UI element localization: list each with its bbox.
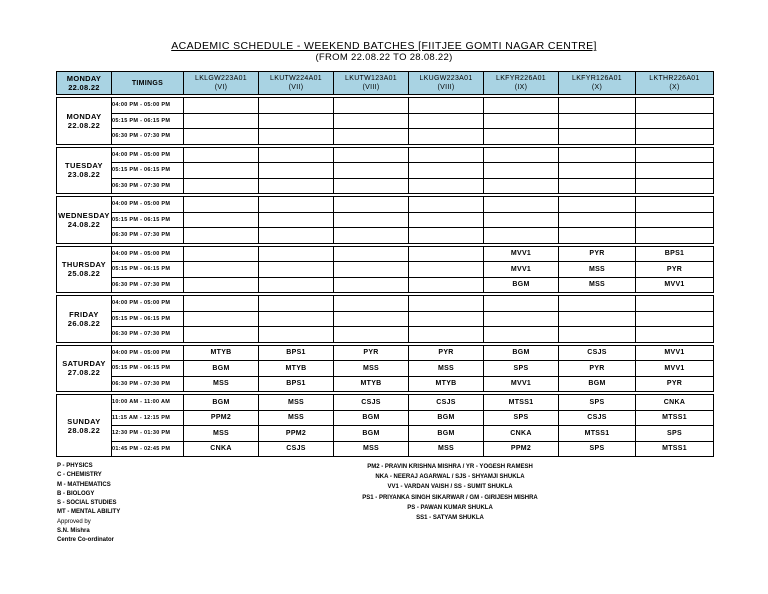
class-cell [559, 178, 636, 194]
class-cell: BGM [184, 361, 259, 377]
class-cell [559, 228, 636, 244]
class-cell: CSJS [409, 395, 484, 411]
class-cell [636, 147, 714, 163]
schedule-row [57, 228, 714, 244]
class-cell [559, 327, 636, 343]
class-cell [184, 327, 259, 343]
class-cell: CNKA [484, 426, 559, 442]
class-cell [259, 147, 334, 163]
class-cell [184, 262, 259, 278]
day-name: TUESDAY [65, 161, 103, 171]
batch-class: (VIII) [362, 84, 380, 91]
timing-cell: 05:15 PM - 06:15 PM [112, 361, 184, 377]
class-cell [559, 296, 636, 312]
class-cell [184, 129, 259, 145]
class-cell: BGM [334, 426, 409, 442]
class-cell [259, 163, 334, 179]
class-cell: MTSS1 [484, 395, 559, 411]
class-cell [409, 178, 484, 194]
class-cell [559, 311, 636, 327]
class-cell [334, 246, 409, 262]
class-cell [409, 197, 484, 213]
class-cell [409, 327, 484, 343]
legend-item: M - MATHEMATICS [57, 481, 111, 488]
batch-class: (VIII) [437, 84, 455, 91]
day-date: 22.08.22 [67, 120, 101, 130]
timing-cell: 05:15 PM - 06:15 PM [112, 262, 184, 278]
class-cell: MSS [334, 441, 409, 457]
header-day-cell [57, 72, 112, 95]
batch-code: LKUTW123A01 [345, 75, 397, 82]
class-cell [409, 129, 484, 145]
class-cell: SPS [559, 441, 636, 457]
class-cell: SPS [636, 426, 714, 442]
class-cell: MSS [259, 410, 334, 426]
batch-header [636, 72, 714, 95]
header-row [57, 72, 714, 95]
class-cell: MVV1 [636, 361, 714, 377]
batch-class: (X) [669, 84, 680, 91]
page-subtitle: (FROM 22.08.22 TO 28.08.22) [315, 52, 453, 63]
timing-cell: 05:15 PM - 06:15 PM [112, 311, 184, 327]
schedule-row [57, 376, 714, 392]
class-cell: BGM [409, 410, 484, 426]
class-cell: PPM2 [484, 441, 559, 457]
class-cell [334, 228, 409, 244]
class-cell [259, 311, 334, 327]
faculty-legend [300, 462, 600, 523]
class-cell: BGM [409, 426, 484, 442]
batch-header [334, 72, 409, 95]
day-cell [57, 98, 112, 145]
schedule-row [57, 178, 714, 194]
class-cell [559, 113, 636, 129]
class-cell: SPS [484, 361, 559, 377]
batch-header [259, 72, 334, 95]
timing-cell: 04:00 PM - 05:00 PM [112, 296, 184, 312]
timing-cell: 04:00 PM - 05:00 PM [112, 197, 184, 213]
class-cell: MSS [259, 395, 334, 411]
signatory-name: S.N. Mishra [57, 528, 90, 535]
day-cell [57, 395, 112, 457]
class-cell: MSS [409, 361, 484, 377]
class-cell [484, 296, 559, 312]
class-cell: BGM [484, 345, 559, 361]
signatory-role: Centre Co-ordinator [57, 537, 114, 544]
class-cell [184, 246, 259, 262]
class-cell [559, 197, 636, 213]
class-cell [409, 212, 484, 228]
class-cell: PYR [636, 376, 714, 392]
faculty-item: PS1 - PRIYANKA SINGH SIKARWAR / GM - GIRIJESH MISHRA [362, 494, 538, 501]
class-cell [409, 163, 484, 179]
day-name: SATURDAY [62, 359, 106, 369]
class-cell: BPS1 [259, 345, 334, 361]
class-cell: MTYB [259, 361, 334, 377]
page-title: ACADEMIC SCHEDULE - WEEKEND BATCHES [FIITJEE GOMTI NAGAR CENTRE] [171, 40, 597, 52]
class-cell [334, 113, 409, 129]
class-cell: CSJS [559, 410, 636, 426]
timing-cell: 05:15 PM - 06:15 PM [112, 163, 184, 179]
faculty-item: PS - PAWAN KUMAR SHUKLA [407, 504, 493, 511]
class-cell [636, 327, 714, 343]
class-cell [409, 98, 484, 114]
class-cell [184, 163, 259, 179]
timing-cell: 06:30 PM - 07:30 PM [112, 228, 184, 244]
schedule-row [57, 197, 714, 213]
schedule-row [57, 262, 714, 278]
class-cell [636, 113, 714, 129]
schedule-row [57, 441, 714, 457]
class-cell [484, 311, 559, 327]
class-cell [484, 327, 559, 343]
class-cell [184, 147, 259, 163]
class-cell: MSS [334, 361, 409, 377]
class-cell: PPM2 [184, 410, 259, 426]
class-cell [636, 98, 714, 114]
class-cell [334, 178, 409, 194]
class-cell [636, 311, 714, 327]
class-cell [409, 277, 484, 293]
batch-header [484, 72, 559, 95]
batch-header [559, 72, 636, 95]
day-date: 27.08.22 [67, 368, 101, 378]
class-cell [334, 311, 409, 327]
class-cell: MSS [184, 426, 259, 442]
day-date: 24.08.22 [67, 219, 101, 229]
batch-header [409, 72, 484, 95]
schedule-row [57, 277, 714, 293]
class-cell [334, 147, 409, 163]
schedule-row [57, 426, 714, 442]
class-cell: CSJS [334, 395, 409, 411]
timing-cell: 05:15 PM - 06:15 PM [112, 212, 184, 228]
class-cell: MTYB [334, 376, 409, 392]
class-cell [334, 129, 409, 145]
day-date: 25.08.22 [67, 269, 101, 279]
class-cell [559, 129, 636, 145]
schedule-row [57, 246, 714, 262]
timing-cell: 05:15 PM - 06:15 PM [112, 113, 184, 129]
class-cell [184, 113, 259, 129]
class-cell: CNKA [184, 441, 259, 457]
class-cell [259, 113, 334, 129]
faculty-item: SS1 - SATYAM SHUKLA [416, 515, 484, 522]
day-cell [57, 345, 112, 392]
class-cell: MSS [559, 277, 636, 293]
class-cell: MTYB [184, 345, 259, 361]
class-cell [559, 163, 636, 179]
timing-cell: 04:00 PM - 05:00 PM [112, 246, 184, 262]
class-cell [334, 197, 409, 213]
class-cell [184, 178, 259, 194]
faculty-item: VV1 - VARDAN VAISH / SS - SUMIT SHUKLA [387, 484, 513, 491]
class-cell [259, 178, 334, 194]
class-cell: MVV1 [484, 376, 559, 392]
legend-item: C - CHEMISTRY [57, 472, 102, 479]
timing-cell: 12:30 PM - 01:30 PM [112, 426, 184, 442]
timing-cell: 06:30 PM - 07:30 PM [112, 129, 184, 145]
class-cell: PPM2 [259, 426, 334, 442]
class-cell [409, 113, 484, 129]
timing-cell: 04:00 PM - 05:00 PM [112, 147, 184, 163]
subject-legend [57, 462, 120, 546]
class-cell [636, 228, 714, 244]
batch-code: LKFYR126A01 [572, 75, 622, 82]
day-cell [57, 296, 112, 343]
class-cell: SPS [484, 410, 559, 426]
class-cell: CSJS [559, 345, 636, 361]
day-date: 26.08.22 [67, 318, 101, 328]
schedule-row [57, 113, 714, 129]
class-cell [334, 212, 409, 228]
class-cell [334, 327, 409, 343]
header-day-name: MONDAY [66, 74, 102, 83]
batch-code: LKTHR226A01 [649, 75, 700, 82]
schedule-row [57, 395, 714, 411]
schedule-row [57, 129, 714, 145]
day-name: FRIDAY [69, 309, 99, 319]
class-cell [184, 311, 259, 327]
class-cell: CSJS [259, 441, 334, 457]
class-cell [636, 178, 714, 194]
class-cell [259, 296, 334, 312]
legend-item: B - BIOLOGY [57, 490, 95, 497]
timing-cell: 06:30 PM - 07:30 PM [112, 277, 184, 293]
class-cell: PYR [559, 246, 636, 262]
class-cell [259, 327, 334, 343]
class-cell [184, 228, 259, 244]
class-cell: MTSS1 [636, 441, 714, 457]
class-cell: BGM [484, 277, 559, 293]
day-cell [57, 147, 112, 194]
class-cell [184, 277, 259, 293]
class-cell: BGM [334, 410, 409, 426]
class-cell: MTSS1 [559, 426, 636, 442]
schedule-row [57, 345, 714, 361]
class-cell [259, 246, 334, 262]
class-cell: PYR [409, 345, 484, 361]
day-name: MONDAY [66, 111, 102, 121]
class-cell [559, 212, 636, 228]
class-cell [636, 163, 714, 179]
day-name: THURSDAY [61, 260, 107, 270]
faculty-item: NKA - NEERAJ AGARWAL / SJS - SHYAMJI SHUKLA [375, 474, 525, 481]
batch-class: (X) [591, 84, 603, 91]
class-cell: PYR [636, 262, 714, 278]
batch-code: LKUGW223A01 [419, 75, 473, 82]
approved-by-label: Approved by [57, 518, 91, 525]
class-cell [259, 228, 334, 244]
timing-cell: 06:30 PM - 07:30 PM [112, 327, 184, 343]
class-cell [259, 98, 334, 114]
day-cell [57, 197, 112, 244]
class-cell: SPS [559, 395, 636, 411]
day-name: SUNDAY [67, 416, 101, 426]
batch-header [184, 72, 259, 95]
class-cell [259, 262, 334, 278]
class-cell [559, 98, 636, 114]
schedule-row [57, 311, 714, 327]
class-cell: MVV1 [636, 277, 714, 293]
class-cell: CNKA [636, 395, 714, 411]
class-cell: PYR [559, 361, 636, 377]
schedule-row [57, 361, 714, 377]
class-cell [184, 197, 259, 213]
schedule-body [57, 95, 714, 457]
faculty-item: PM2 - PRAVIN KRISHNA MISHRA / YR - YOGESH RAMESH [367, 464, 533, 470]
class-cell [409, 311, 484, 327]
class-cell [484, 197, 559, 213]
class-cell [484, 98, 559, 114]
class-cell: MVV1 [484, 262, 559, 278]
class-cell: MVV1 [636, 345, 714, 361]
class-cell: BPS1 [636, 246, 714, 262]
class-cell [259, 197, 334, 213]
class-cell [409, 147, 484, 163]
legend-item: MT - MENTAL ABILITY [57, 509, 121, 516]
class-cell: MSS [559, 262, 636, 278]
class-cell [259, 277, 334, 293]
batch-class: (VII) [288, 84, 304, 91]
class-cell [559, 147, 636, 163]
class-cell [409, 262, 484, 278]
schedule-row [57, 327, 714, 343]
batch-code: LKLGW223A01 [195, 75, 247, 82]
class-cell [259, 212, 334, 228]
class-cell: BGM [559, 376, 636, 392]
header-timings: TIMINGS [112, 72, 184, 95]
legend-item: P - PHYSICS [57, 463, 93, 469]
class-cell: BPS1 [259, 376, 334, 392]
class-cell [409, 296, 484, 312]
schedule-row [57, 147, 714, 163]
class-cell [636, 129, 714, 145]
batch-code: LKFYR226A01 [496, 75, 546, 82]
class-cell [334, 163, 409, 179]
class-cell [484, 147, 559, 163]
schedule-row [57, 98, 714, 114]
class-cell [184, 296, 259, 312]
class-cell [636, 197, 714, 213]
header-day-date: 22.08.22 [68, 83, 100, 92]
batch-code: LKUTW224A01 [270, 75, 322, 82]
class-cell: MSS [184, 376, 259, 392]
schedule-row [57, 163, 714, 179]
day-date: 23.08.22 [67, 170, 101, 180]
timing-cell: 04:00 PM - 05:00 PM [112, 345, 184, 361]
day-date: 28.08.22 [67, 425, 101, 435]
day-name: WEDNESDAY [58, 210, 110, 220]
class-cell [484, 113, 559, 129]
class-cell [334, 262, 409, 278]
timing-cell: 11:15 AM - 12:15 PM [112, 410, 184, 426]
schedule-row [57, 212, 714, 228]
class-cell: BGM [184, 395, 259, 411]
class-cell [184, 98, 259, 114]
batch-class: (VI) [214, 84, 228, 91]
class-cell [409, 228, 484, 244]
class-cell [484, 228, 559, 244]
timing-cell: 10:00 AM - 11:00 AM [112, 395, 184, 411]
schedule-row [57, 296, 714, 312]
class-cell: MTYB [409, 376, 484, 392]
class-cell: MVV1 [484, 246, 559, 262]
timing-cell: 01:45 PM - 02:45 PM [112, 441, 184, 457]
class-cell: MTSS1 [636, 410, 714, 426]
class-cell: MSS [409, 441, 484, 457]
class-cell [334, 296, 409, 312]
schedule-table [56, 71, 714, 457]
timing-cell: 06:30 PM - 07:30 PM [112, 178, 184, 194]
timing-cell: 06:30 PM - 07:30 PM [112, 376, 184, 392]
legend-item: S - SOCIAL STUDIES [57, 500, 117, 507]
class-cell [334, 277, 409, 293]
class-cell [259, 129, 334, 145]
day-cell [57, 246, 112, 293]
timing-cell: 04:00 PM - 05:00 PM [112, 98, 184, 114]
class-cell [484, 129, 559, 145]
batch-class: (IX) [514, 84, 528, 91]
class-cell [409, 246, 484, 262]
schedule-row [57, 410, 714, 426]
class-cell [636, 212, 714, 228]
class-cell [484, 163, 559, 179]
class-cell [484, 212, 559, 228]
class-cell [636, 296, 714, 312]
class-cell [334, 98, 409, 114]
class-cell [484, 178, 559, 194]
class-cell [184, 212, 259, 228]
class-cell: PYR [334, 345, 409, 361]
